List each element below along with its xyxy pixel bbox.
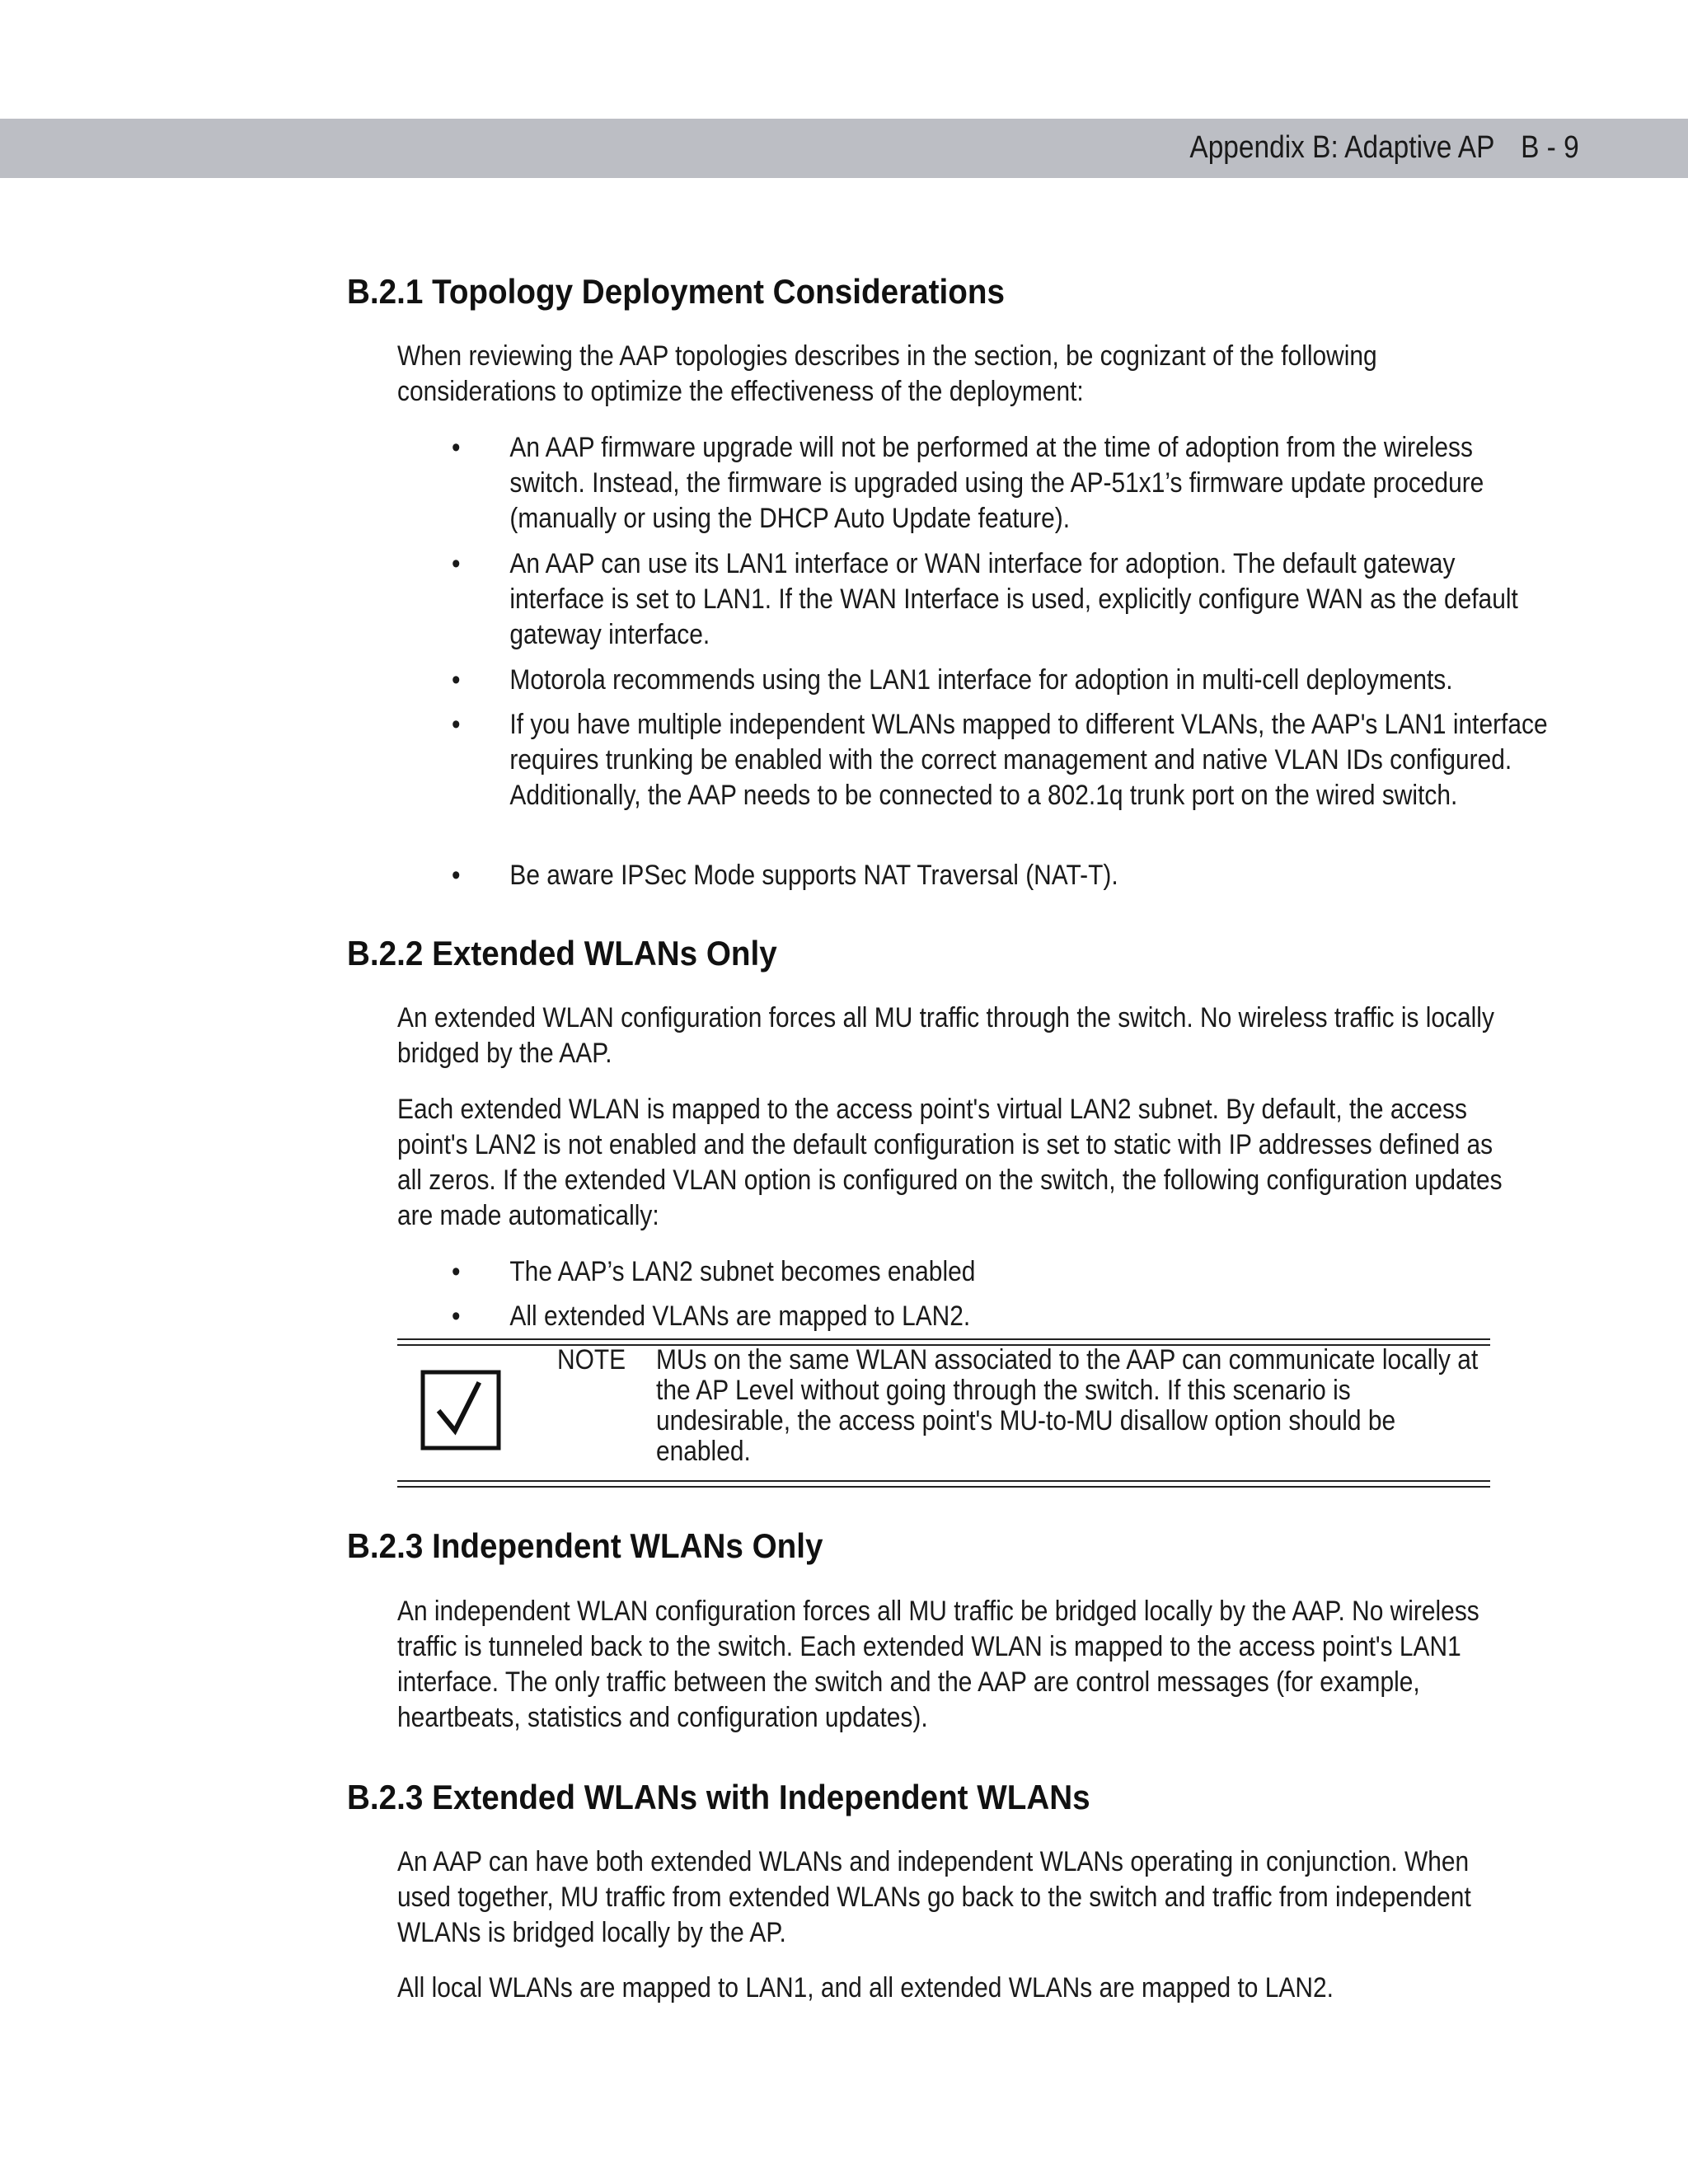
note-label: NOTE (557, 1344, 626, 1376)
list-item: • Be aware IPSec Mode supports NAT Traversal (NAT-T). (452, 858, 1554, 893)
bullet-icon: • (452, 860, 461, 891)
paragraph: Each extended WLAN is mapped to the access point's virtual LAN2 subnet. By default, the access point's LAN2 is not enabled and the default configuration is set to static with IP addresses defined as all zeros. If the extended VLAN option is configured on the switch, the following configuration updates are made automatically: (397, 1094, 1503, 1231)
list-item: • If you have multiple independent WLANs mapped to different VLANs, the AAP's LAN1 interface requires trunking be enabled with the correct management and native VLAN IDs configured. Additionally, the AAP needs to be connected to a 802.1q trunk port on the wired switch. (452, 709, 1548, 811)
header-title: Adaptive AP (1344, 130, 1495, 165)
bullet-icon: • (452, 1301, 461, 1332)
section-heading-independent-wlans: B.2.3 Independent WLANs Only (347, 1526, 823, 1565)
bullet-icon: • (452, 548, 461, 579)
paragraph: An independent WLAN configuration forces all MU traffic be bridged locally by the AAP. No wireless traffic is tunneled back to the switch. Each extended WLAN is mapped to the access point's LAN1 interface. The only traffic between the switch and the AAP are control messages (for example, heartbeats, statistics and configuration updates). (397, 1596, 1479, 1733)
section-intro-topology: When reviewing the AAP topologies describes in the section, be cognizant of the following considerations to optimize the effectiveness of the deployment: (397, 340, 1377, 407)
section-heading-extended-with-independent: B.2.3 Extended WLANs with Independent WLANs (347, 1778, 1090, 1816)
note-text: MUs on the same WLAN associated to the AAP can communicate locally at the AP Level without going through the switch. If this scenario is undesirable, the access point's MU-to-MU disallow option should be enabled. (656, 1344, 1479, 1467)
header-section: Appendix B: (1189, 130, 1339, 165)
bullet-icon: • (452, 432, 461, 463)
note-box (397, 1338, 1490, 1490)
page-number: B - 9 (1521, 130, 1579, 165)
list-item: • All extended VLANs are mapped to LAN2. (452, 1299, 1554, 1334)
divider (397, 1480, 1490, 1482)
list-item: • An AAP can use its LAN1 interface or WAN interface for adoption. The default gateway interface is set to LAN1. If the WAN Interface is used, explicitly configure WAN as the default gateway interface. (452, 548, 1518, 650)
list-item: • The AAP’s LAN2 subnet becomes enabled (452, 1254, 1554, 1290)
bullet-icon: • (452, 709, 461, 740)
bullet-icon: • (452, 1256, 461, 1287)
page-header (0, 119, 1688, 178)
paragraph: An extended WLAN configuration forces all MU traffic through the switch. No wireless traffic is locally bridged by the AAP. (397, 1002, 1494, 1069)
list-item: • Motorola recommends using the LAN1 interface for adoption in multi-cell deployments. (452, 663, 1554, 698)
running-header (1190, 130, 1579, 166)
paragraph: An AAP can have both extended WLANs and independent WLANs operating in conjunction. When used together, MU traffic from extended WLANs go back to the switch and traffic from independent WLANs is bridged locally by the AP. (397, 1846, 1471, 1948)
checkmark-icon (420, 1370, 501, 1451)
section-heading-topology: B.2.1 Topology Deployment Considerations (347, 272, 1005, 311)
section-heading-extended-wlans: B.2.2 Extended WLANs Only (347, 934, 777, 972)
bullet-icon: • (452, 664, 461, 696)
divider (397, 1486, 1490, 1488)
list-item: • An AAP firmware upgrade will not be performed at the time of adoption from the wireless switch. Instead, the firmware is upgraded using the AP-51x1’s firmware update procedure (manually or using the DHCP Auto Update feature). (452, 432, 1484, 534)
paragraph: All local WLANs are mapped to LAN1, and all extended WLANs are mapped to LAN2. (397, 1972, 1334, 2004)
divider (397, 1338, 1490, 1340)
